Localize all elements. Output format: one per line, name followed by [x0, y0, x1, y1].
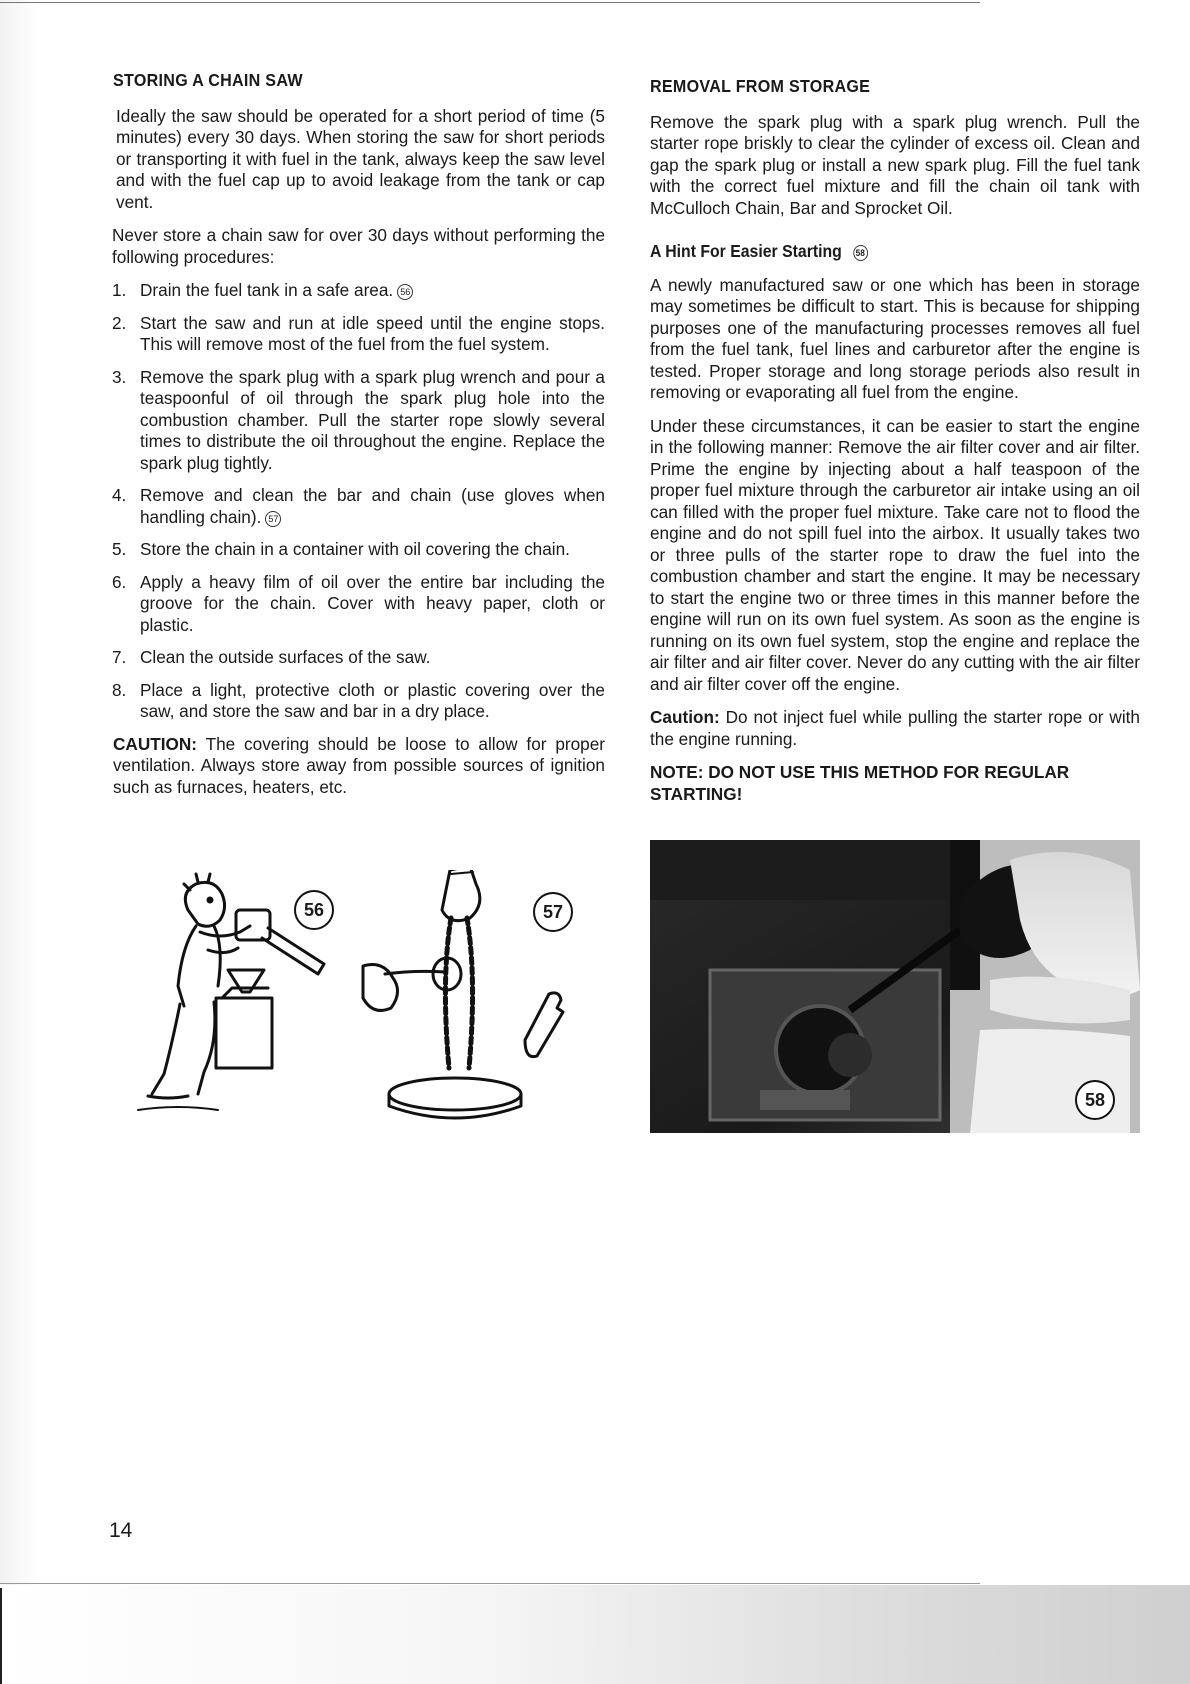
- hint-paragraph-2: Under these circumstances, it can be easier to start the engine in the following manner: Remove the air filter cover and air filter. Prime the engine by injecting about a half teaspoon of the proper fuel mixture through the carburetor air intake using an oil can filled with the proper fuel mixture. Take care not to flood the engine and do not spill fuel into the airbox. It usually takes two or three pulls of the starter rope to draw the fuel into the combustion chamber and start the engine. It may be necessary to start the engine two or three times in this manner before the engine will run on its own fuel system. As soon as the engine is running on its own fuel system, stop the engine and replace the air filter and air filter cover. Never do any cutting with the air filter and air filter cover off the engine.: [650, 415, 1140, 694]
- hint-caution-label: Caution:: [650, 707, 720, 727]
- figure-ref-58: 58: [853, 245, 868, 261]
- top-rule: [0, 2, 980, 3]
- page-number: 14: [109, 1519, 133, 1542]
- figure-58-photo: [650, 840, 1140, 1133]
- removal-heading: REMOVAL FROM STORAGE: [650, 76, 871, 96]
- scan-left-shadow: [0, 0, 40, 1590]
- removal-text: Remove the spark plug with a spark plug wrench. Pull the starter rope briskly to clear the cylinder of excess oil. Clean and gap the spark plug or install a new spark plug. Fill the fuel tank with the correct fuel mixture and fill the chain oil tank with McCulloch Chain, Bar and Sprocket Oil.: [650, 111, 1140, 218]
- storage-caution: [113, 734, 605, 799]
- hint-caution-text: Do not inject fuel while pulling the starter rope or with the engine running.: [650, 707, 1140, 749]
- figure-ref-57: 57: [265, 511, 281, 527]
- regular-starting-note: NOTE: DO NOT USE THIS METHOD FOR REGULAR STARTING!: [650, 762, 1070, 804]
- step-3: 3. Remove the spark plug with a spark plug wrench and pour a teaspoonful of oil through the spark plug hole into the combustion chamber. Pull the starter rope slowly several times to distribute the oil throughout the engine. Replace the spark plug tightly.: [112, 366, 605, 473]
- storing-lead: Never store a chain saw for over 30 days without performing the following procedures:: [112, 225, 605, 267]
- storing-heading: STORING A CHAIN SAW: [113, 70, 303, 90]
- figure-ref-56: 56: [397, 284, 413, 300]
- step-7: 7. Clean the outside surfaces of the saw.: [112, 647, 431, 667]
- figure-56-badge: 56: [294, 890, 334, 930]
- scan-bottom-shadow: [0, 1585, 1190, 1684]
- caution-label: CAUTION:: [113, 733, 198, 754]
- step-6: 6. Apply a heavy film of oil over the entire bar including the groove for the chain. Cover with heavy paper, cloth or plastic.: [112, 571, 605, 635]
- right-column: [650, 76, 1140, 819]
- step-8: 8. Place a light, protective cloth or plastic covering over the saw, and store the saw and bar in a dry place.: [112, 679, 605, 721]
- left-column: [113, 70, 605, 810]
- caution-text: The covering should be loose to allow for proper ventilation. Always store away from possible sources of ignition such as furnaces, heaters, etc.: [113, 733, 605, 797]
- step-5: 5. Store the chain in a container with oil covering the chain.: [112, 539, 570, 559]
- bottom-rule: [0, 1583, 980, 1584]
- hint-heading: A Hint For Easier Starting 58: [650, 241, 1101, 263]
- figure-58-badge: 58: [1075, 1080, 1115, 1120]
- man-draining-fuel-illustration: [118, 870, 348, 1125]
- step-4: 4. Remove and clean the bar and chain (use gloves when handling chain). 57: [112, 485, 605, 527]
- step-2: 2. Start the saw and run at idle speed until the engine stops. This will remove most of the fuel from the fuel system.: [112, 312, 605, 354]
- hint-caution: [650, 707, 1140, 750]
- scan-bottom-edge: [0, 1588, 2, 1684]
- hint-paragraph-1: A newly manufactured saw or one which has been in storage may sometimes be difficult to start. This is because for shipping purposes one of the manufacturing processes removes all fuel from the fuel tank, fuel lines and carburetor after the engine is tested. Proper storage and long storage periods also result in removing or evaporating all fuel from the engine.: [650, 274, 1140, 402]
- storage-steps: [112, 280, 605, 723]
- storing-intro: Ideally the saw should be operated for a short period of time (5 minutes) every 30 days. When storing the saw for short periods or transporting it with fuel in the tank, always keep the saw level and with the fuel cap up to avoid leakage from the tank or cap vent.: [116, 105, 605, 212]
- gloved-hands-cleaning-chain-illustration: [355, 870, 585, 1125]
- oil-can-priming-carburetor-photo: [650, 840, 1140, 1133]
- step-1: 1. Drain the fuel tank in a safe area. 56: [112, 280, 605, 302]
- figure-57-badge: 57: [533, 892, 573, 932]
